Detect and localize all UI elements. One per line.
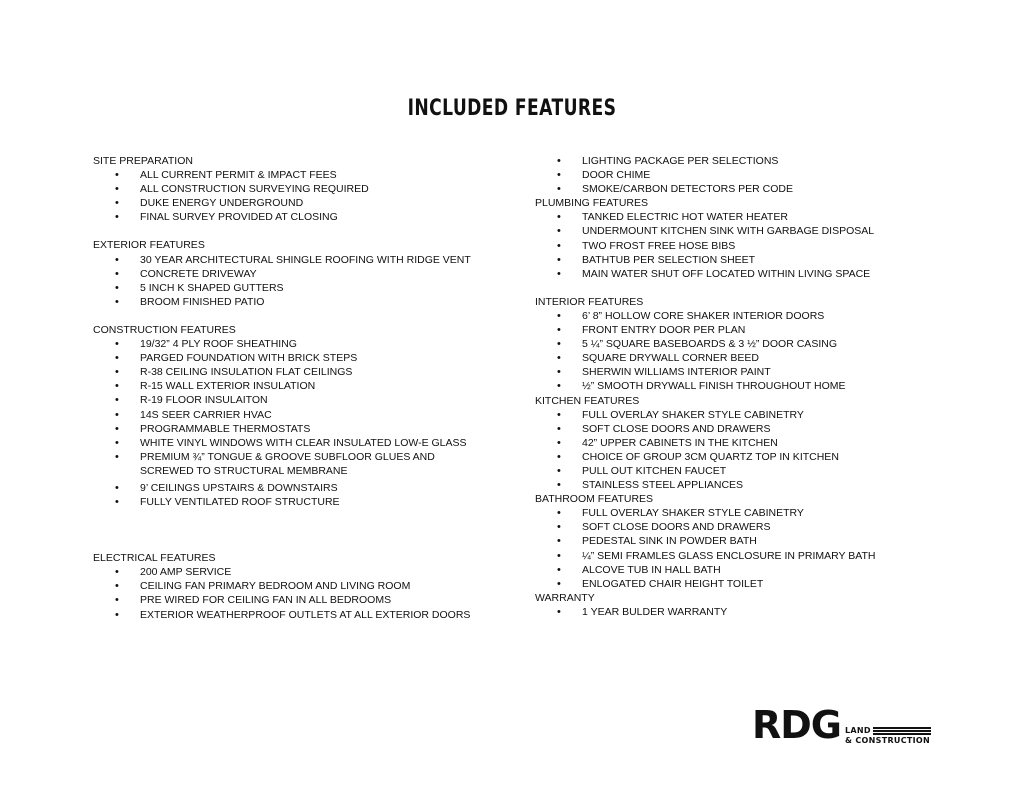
- list-item: • PARGED FOUNDATION WITH BRICK STEPS: [93, 351, 513, 365]
- list-item: • CONCRETE DRIVEWAY: [93, 267, 513, 281]
- list-item: • 9’ CEILINGS UPSTAIRS & DOWNSTAIRS: [93, 481, 513, 495]
- list-item: • FINAL SURVEY PROVIDED AT CLOSING: [93, 210, 513, 224]
- section-heading-construction: CONSTRUCTION FEATURES: [93, 323, 236, 336]
- electrical-features-list: [93, 565, 513, 621]
- list-item: • SQUARE DRYWALL CORNER BEED: [535, 351, 975, 365]
- list-item: • FULL OVERLAY SHAKER STYLE CABINETRY: [535, 506, 975, 520]
- warranty-list: [535, 605, 975, 619]
- list-item: • 19/32” 4 PLY ROOF SHEATHING: [93, 337, 513, 351]
- electrical-continued-list: [535, 154, 975, 196]
- list-item: • TANKED ELECTRIC HOT WATER HEATER: [535, 210, 975, 224]
- bathroom-features-list: [535, 506, 975, 591]
- company-logo: [752, 703, 934, 747]
- list-item: • UNDERMOUNT KITCHEN SINK WITH GARBAGE DISPOSAL: [535, 224, 975, 238]
- list-item: • SHERWIN WILLIAMS INTERIOR PAINT: [535, 365, 975, 379]
- list-item: • ALL CONSTRUCTION SURVEYING REQUIRED: [93, 182, 513, 196]
- list-item: • FRONT ENTRY DOOR PER PLAN: [535, 323, 975, 337]
- list-item: • DOOR CHIME: [535, 168, 975, 182]
- list-item: • 6’ 8” HOLLOW CORE SHAKER INTERIOR DOORS: [535, 309, 975, 323]
- section-heading-warranty: WARRANTY: [535, 591, 595, 604]
- list-item: • BROOM FINISHED PATIO: [93, 295, 513, 309]
- list-item: • 5 INCH K SHAPED GUTTERS: [93, 281, 513, 295]
- section-heading-bathroom: BATHROOM FEATURES: [535, 493, 654, 506]
- list-item: • R-15 WALL EXTERIOR INSULATION: [93, 379, 513, 393]
- list-item: • 200 AMP SERVICE: [93, 565, 513, 579]
- list-item: • SMOKE/CARBON DETECTORS PER CODE: [535, 182, 975, 196]
- list-item: • ½” SMOOTH DRYWALL FINISH THROUGHOUT HOME: [535, 379, 975, 393]
- section-heading-site-preparation: SITE PREPARATION: [93, 155, 193, 167]
- list-item: • CHOICE OF GROUP 3CM QUARTZ TOP IN KITCHEN: [535, 450, 975, 464]
- list-item: • 30 YEAR ARCHITECTURAL SHINGLE ROOFING WITH RIDGE VENT: [93, 253, 513, 267]
- page-title: INCLUDED FEATURES: [407, 96, 617, 121]
- list-item: • CEILING FAN PRIMARY BEDROOM AND LIVING ROOM: [93, 579, 513, 593]
- kitchen-features-list: [535, 408, 975, 493]
- list-item: • BATHTUB PER SELECTION SHEET: [535, 253, 975, 267]
- list-item: • WHITE VINYL WINDOWS WITH CLEAR INSULATED LOW-E GLASS: [93, 436, 513, 450]
- list-item: • 5 ¼” SQUARE BASEBOARDS & 3 ½” DOOR CASING: [535, 337, 975, 351]
- list-item: • PROGRAMMABLE THERMOSTATS: [93, 422, 513, 436]
- list-item: • TWO FROST FREE HOSE BIBS: [535, 239, 975, 253]
- list-item: • R-38 CEILING INSULATION FLAT CEILINGS: [93, 365, 513, 379]
- list-item: • EXTERIOR WEATHERPROOF OUTLETS AT ALL EXTERIOR DOORS: [93, 608, 513, 622]
- list-item: • FULL OVERLAY SHAKER STYLE CABINETRY: [535, 408, 975, 422]
- section-heading-kitchen: KITCHEN FEATURES: [535, 394, 640, 407]
- list-item: • ¼” SEMI FRAMLES GLASS ENCLOSURE IN PRIMARY BATH: [535, 549, 975, 563]
- list-item: • 42” UPPER CABINETS IN THE KITCHEN: [535, 436, 975, 450]
- logo-line-2: & CONSTRUCTION: [845, 736, 931, 745]
- right-column: [535, 154, 975, 619]
- interior-features-list: [535, 309, 975, 394]
- list-item: • FULLY VENTILATED ROOF STRUCTURE: [93, 495, 513, 509]
- left-column: [93, 154, 513, 622]
- list-item: • PEDESTAL SINK IN POWDER BATH: [535, 534, 975, 548]
- list-item: • SOFT CLOSE DOORS AND DRAWERS: [535, 422, 975, 436]
- list-item: • DUKE ENERGY UNDERGROUND: [93, 196, 513, 210]
- section-heading-plumbing: PLUMBING FEATURES: [535, 197, 648, 210]
- logo-stripes: [873, 727, 931, 735]
- construction-features-list: [93, 337, 513, 509]
- list-item: • R-19 FLOOR INSULAITON: [93, 393, 513, 407]
- list-item: • STAINLESS STEEL APPLIANCES: [535, 478, 975, 492]
- list-item: • 14S SEER CARRIER HVAC: [93, 408, 513, 422]
- logo-line-1: LAND: [845, 726, 871, 735]
- list-item: • ALCOVE TUB IN HALL BATH: [535, 563, 975, 577]
- site-preparation-list: [93, 168, 513, 224]
- list-item: • PRE WIRED FOR CEILING FAN IN ALL BEDROOMS: [93, 593, 513, 607]
- logo-mark: RDG: [752, 703, 841, 747]
- list-item: • PREMIUM ¾” TONGUE & GROOVE SUBFLOOR GLUES AND SCREWED TO STRUCTURAL MEMBRANE: [93, 450, 440, 478]
- section-heading-interior: INTERIOR FEATURES: [535, 295, 644, 308]
- section-heading-exterior: EXTERIOR FEATURES: [93, 239, 205, 252]
- exterior-features-list: [93, 253, 513, 309]
- list-item: • ALL CURRENT PERMIT & IMPACT FEES: [93, 168, 513, 182]
- list-item: • MAIN WATER SHUT OFF LOCATED WITHIN LIVING SPACE: [535, 267, 975, 281]
- list-item: • SOFT CLOSE DOORS AND DRAWERS: [535, 520, 975, 534]
- list-item: • ENLOGATED CHAIR HEIGHT TOILET: [535, 577, 975, 591]
- section-heading-electrical: ELECTRICAL FEATURES: [93, 552, 216, 565]
- plumbing-features-list: [535, 210, 975, 280]
- list-item: • LIGHTING PACKAGE PER SELECTIONS: [535, 154, 975, 168]
- list-item: • PULL OUT KITCHEN FAUCET: [535, 464, 975, 478]
- list-item: • 1 YEAR BULDER WARRANTY: [535, 605, 975, 619]
